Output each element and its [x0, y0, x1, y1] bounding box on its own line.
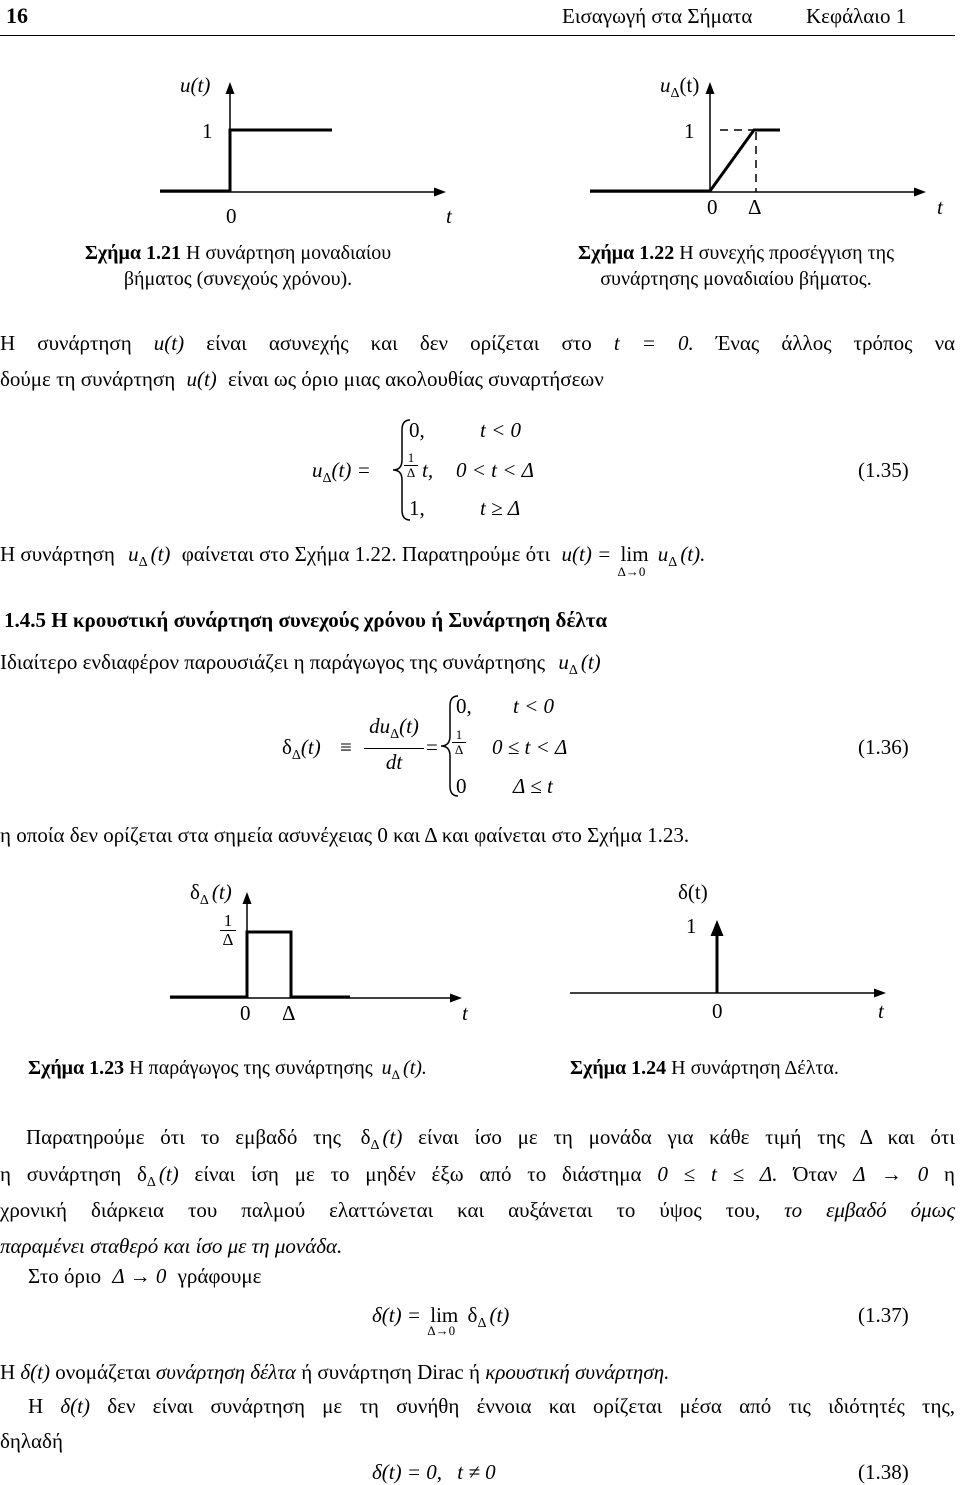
p2-limit: lim Δ→0 [617, 542, 649, 579]
fig22-caption [536, 240, 936, 292]
fig22-x-tick-0: 0 [707, 195, 718, 219]
math-t-eq-0: t = 0. [613, 331, 694, 355]
eq37: δ(t) = lim Δ→0 $\delta_\Delta$ (t) [372, 1303, 510, 1338]
fig24-caption-label: Σχήμα 1.24 [570, 1057, 667, 1079]
eq38-number: (1.38) [858, 1460, 909, 1484]
eq36-denominator: dt [364, 748, 424, 775]
paragraph-5-line-2: η συνάρτηση $\delta_\Delta$ (t) είναι ίση με το μηδέν έξω από το διάστημα 0 ≤ t ≤ Δ. Όταν Δ → 0 η [0, 1162, 956, 1191]
eq35-case2-value: t, [422, 458, 434, 482]
paragraph-8-line-1: Η δ(t) δεν είναι συνάρτηση με τη συνήθη έννοια και ορίζεται μέσα από τις ιδιότητές της, [28, 1394, 956, 1418]
fig24-y-tick-1: 1 [686, 914, 697, 938]
fig23-x-tick-0: 0 [240, 1001, 251, 1025]
eq36-equals: = [426, 735, 438, 759]
fig21-caption-label: Σχήμα 1.21 [84, 242, 181, 264]
paragraph-4: η οποία δεν ορίζεται στα σημεία ασυνέχειας 0 και Δ και φαίνεται στο Σχήμα 1.23. [0, 823, 690, 847]
eq35-case2-condition: 0 < t < Δ [456, 458, 535, 482]
paragraph-5-line-4: παραμένει σταθερό και ίσο με τη μονάδα. [0, 1234, 343, 1258]
fig21-y-tick-1: 1 [202, 119, 213, 143]
paragraph-1-line-2: δούμε τη συνάρτηση u(t) είναι ως όριο μιας ακολουθίας συναρτήσεων [0, 367, 604, 391]
figure-1-21 [0, 70, 480, 200]
paragraph-3: Ιδιαίτερο ενδιαφέρον παρουσιάζει η παράγωγος της συνάρτησης $u_\Delta$ (t) [0, 650, 601, 679]
eq37-limit: lim Δ→0 [427, 1303, 459, 1338]
paragraph-2: Η συνάρτηση $u_\Delta$ (t) φαίνεται στο Σχήμα 1.22. Παρατηρούμε ότι u(t) = lim Δ→0 $u_\Delta$ (t). [0, 537, 955, 580]
fig22-caption-line2: συνάρτησης μοναδιαίου βήματος. [600, 268, 872, 290]
fig23-caption: Σχήμα 1.23 Η παράγωγος της συνάρτησης $u_\Delta$ (t). [28, 1057, 427, 1082]
eq36-case3-value: 0 [456, 774, 467, 798]
page-number: 16 [6, 3, 28, 28]
paragraph-1-line-1: Η συνάρτηση u(t) είναι ασυνεχής και δεν ορίζεται στο t = 0. Ένας άλλος τρόπος να [0, 331, 956, 355]
section-title: Η κρουστική συνάρτηση συνεχούς χρόνου ή Συνάρτηση δέλτα [51, 608, 608, 632]
fig21-ylabel: u(t) [180, 73, 211, 97]
eq36-lhs: $\delta_\Delta(t)$ [282, 735, 321, 764]
eq35-case1-condition: t < 0 [480, 418, 522, 442]
fig24-ylabel: δ(t) [678, 880, 708, 904]
eq35-case3-value: 1, [409, 496, 425, 520]
fig21-xlabel: t [446, 204, 452, 228]
eq36-equiv: ≡ [340, 735, 352, 759]
math-u-t: u(t) [153, 331, 185, 355]
chapter-label: Κεφάλαιο 1 [806, 4, 907, 28]
eq36-case2-fraction: 1 Δ [452, 728, 466, 757]
fig21-caption-line2: βήματος (συνεχούς χρόνου). [123, 268, 353, 290]
paragraph-8-line-2: δηλαδή [0, 1429, 63, 1453]
fig24-caption: Σχήμα 1.24 Η συνάρτηση Δέλτα. [570, 1057, 839, 1079]
eq37-number: (1.37) [858, 1303, 909, 1327]
fig23-x-tick-delta: Δ [282, 1001, 296, 1025]
fig22-caption-line1: Η συνεχής προσέγγιση της [679, 242, 894, 264]
fig22-x-tick-delta: Δ [748, 195, 762, 219]
eq38: δ(t) = 0, t ≠ 0 [372, 1460, 496, 1484]
paragraph-5-line-3: χρονική διάρκεια του παλμού ελαττώνεται και αυξάνεται το ύψος του, το εμβαδό όμως [0, 1198, 955, 1222]
paragraph-7: Η δ(t) ονομάζεται συνάρτηση δέλτα ή συνάρτηση Dirac ή κρουστική συνάρτηση. [0, 1360, 670, 1384]
figure-1-23 [0, 880, 480, 1005]
eq35-case3-condition: t ≥ Δ [480, 496, 521, 520]
section-number: 1.4.5 [4, 608, 46, 632]
eq36-case1-condition: t < 0 [513, 694, 555, 718]
eq35-case2-fraction: 1 Δ [404, 451, 418, 480]
fig24-x-tick-0: 0 [712, 999, 723, 1023]
running-title: Εισαγωγή στα Σήματα [562, 4, 753, 28]
eq36-derivative-fraction [364, 713, 424, 775]
eq35-lhs: $u_\Delta(t)$ = [312, 458, 371, 487]
fig23-xlabel: t [462, 1001, 468, 1025]
fig23-ylabel: $\delta_\Delta$ (t) [190, 880, 232, 909]
figure-1-22 [480, 70, 960, 200]
header-rule [0, 35, 955, 36]
fig23-caption-label: Σχήμα 1.23 [28, 1057, 125, 1079]
fig22-y-tick-1: 1 [684, 119, 695, 143]
eq36-numerator: $du_\Delta(t)$ [369, 714, 419, 743]
fig21-caption [38, 240, 438, 292]
paragraph-5-line-1: Παρατηρούμε ότι το εμβαδό της $\delta_\Delta$ (t) είναι ίσο με τη μονάδα για κάθε τιμή της Δ και ότι [26, 1125, 956, 1154]
eq35-number: (1.35) [858, 458, 909, 482]
eq36-number: (1.36) [858, 735, 909, 759]
fig21-x-tick-0: 0 [226, 204, 237, 228]
fig23-y-tick-fraction: 1 Δ [220, 912, 236, 949]
fig21-caption-line1: Η συνάρτηση μοναδιαίου [185, 242, 392, 264]
figure-1-24 [480, 880, 960, 1005]
eq35-case1-value: 0, [409, 418, 425, 442]
fig24-xlabel: t [878, 999, 884, 1023]
eq36-case2-condition: 0 ≤ t < Δ [492, 735, 568, 759]
fig22-caption-label: Σχήμα 1.22 [578, 242, 675, 264]
eq36-case1-value: 0, [456, 694, 472, 718]
paragraph-6: Στο όριο Δ → 0 γράφουμε [28, 1264, 262, 1288]
section-heading [4, 610, 607, 631]
eq36-case3-condition: Δ ≤ t [513, 774, 553, 798]
fig22-ylabel: $u_\Delta(t)$ [660, 73, 700, 102]
fig22-xlabel: t [937, 195, 943, 219]
